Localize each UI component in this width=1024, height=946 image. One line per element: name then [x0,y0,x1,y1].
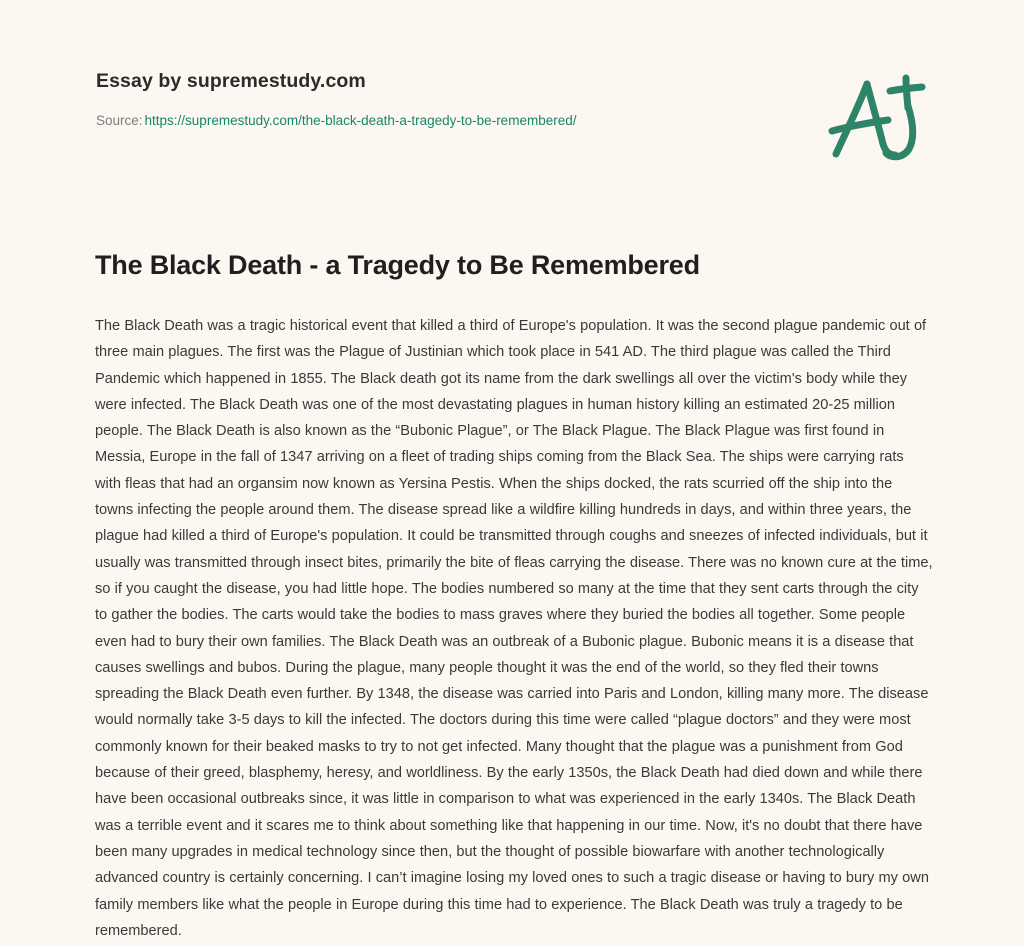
page-title: The Black Death - a Tragedy to Be Remembered [95,250,700,280]
source-label: Source: [96,113,143,128]
essay-byline: Essay by supremestudy.com [96,70,366,92]
brand-logo-a-plus-icon [812,58,940,168]
source-line [96,94,932,130]
document-header [96,68,932,130]
essay-body-text: The Black Death was a tragic historical event that killed a third of Europe's population. It was the second plague pandemic out of three main plagues. The first was the Plague of Justinian which took place in 541 AD. The third plague was called the Third Pandemic which happened in 1855. The Black death got its name from the dark swellings all over the victim's body while they were infected. The Black Death was one of the most devastating plagues in human history killing an estimated 20-25 million people. The Black Death is also known as the “Bubonic Plague”, or The Black Plague. The Black Plague was first found in Messia, Europe in the fall of 1347 arriving on a fleet of trading ships coming from the Black Sea. The ships were carrying rats with fleas that had an organsim now known as Yersina Pestis. When the ships docked, the rats scurried off the ship into the towns infecting the people around them. The disease spread like a wildfire killing hundreds in days, and within three years, the plague had killed a third of Europe's population. It could be transmitted through coughs and sneezes of infected individuals, but it usually was transmitted through insect bites, primarily the bite of fleas carrying the disease. There was no known cure at the time, so if you caught the disease, you had little hope. The bodies numbered so many at the time that they sent carts through the city to gather the bodies. The carts would take the bodies to mass graves where they buried the bodies all together. Some people even had to bury their own families. The Black Death was an outbreak of a Bubonic plague. Bubonic means it is a disease that causes swellings and bubos. During the plague, many people thought it was the end of the world, so they fled their towns spreading the Black Death even further. By 1348, the disease was carried into Paris and London, killing many more. The disease would normally take 3-5 days to kill the infected. The doctors during this time were called “plague doctors” and they were most commonly known for their beaked masks to try to not get infected. Many thought that the plague was a punishment from God because of their greed, blasphemy, heresy, and worldliness. By the early 1350s, the Black Death had died down and while there have been occasional outbreaks since, it was little in comparison to what was experienced in the early 1340s. The Black Death was a terrible event and it scares me to think about something like that happening in our time. Now, it's no doubt that there have been many upgrades in medical technology since then, but the thought of possible biowarfare with another technologically advanced country is certainly concerning. I can’t imagine losing my loved ones to such a tragic disease or having to bury my own family members like what the people in Europe during this time had to experience. The Black Death was truly a tragedy to be remembered. [95,318,933,939]
source-url-link[interactable]: https://supremestudy.com/the-black-death-a-tragedy-to-be-remembered/ [144,113,577,128]
